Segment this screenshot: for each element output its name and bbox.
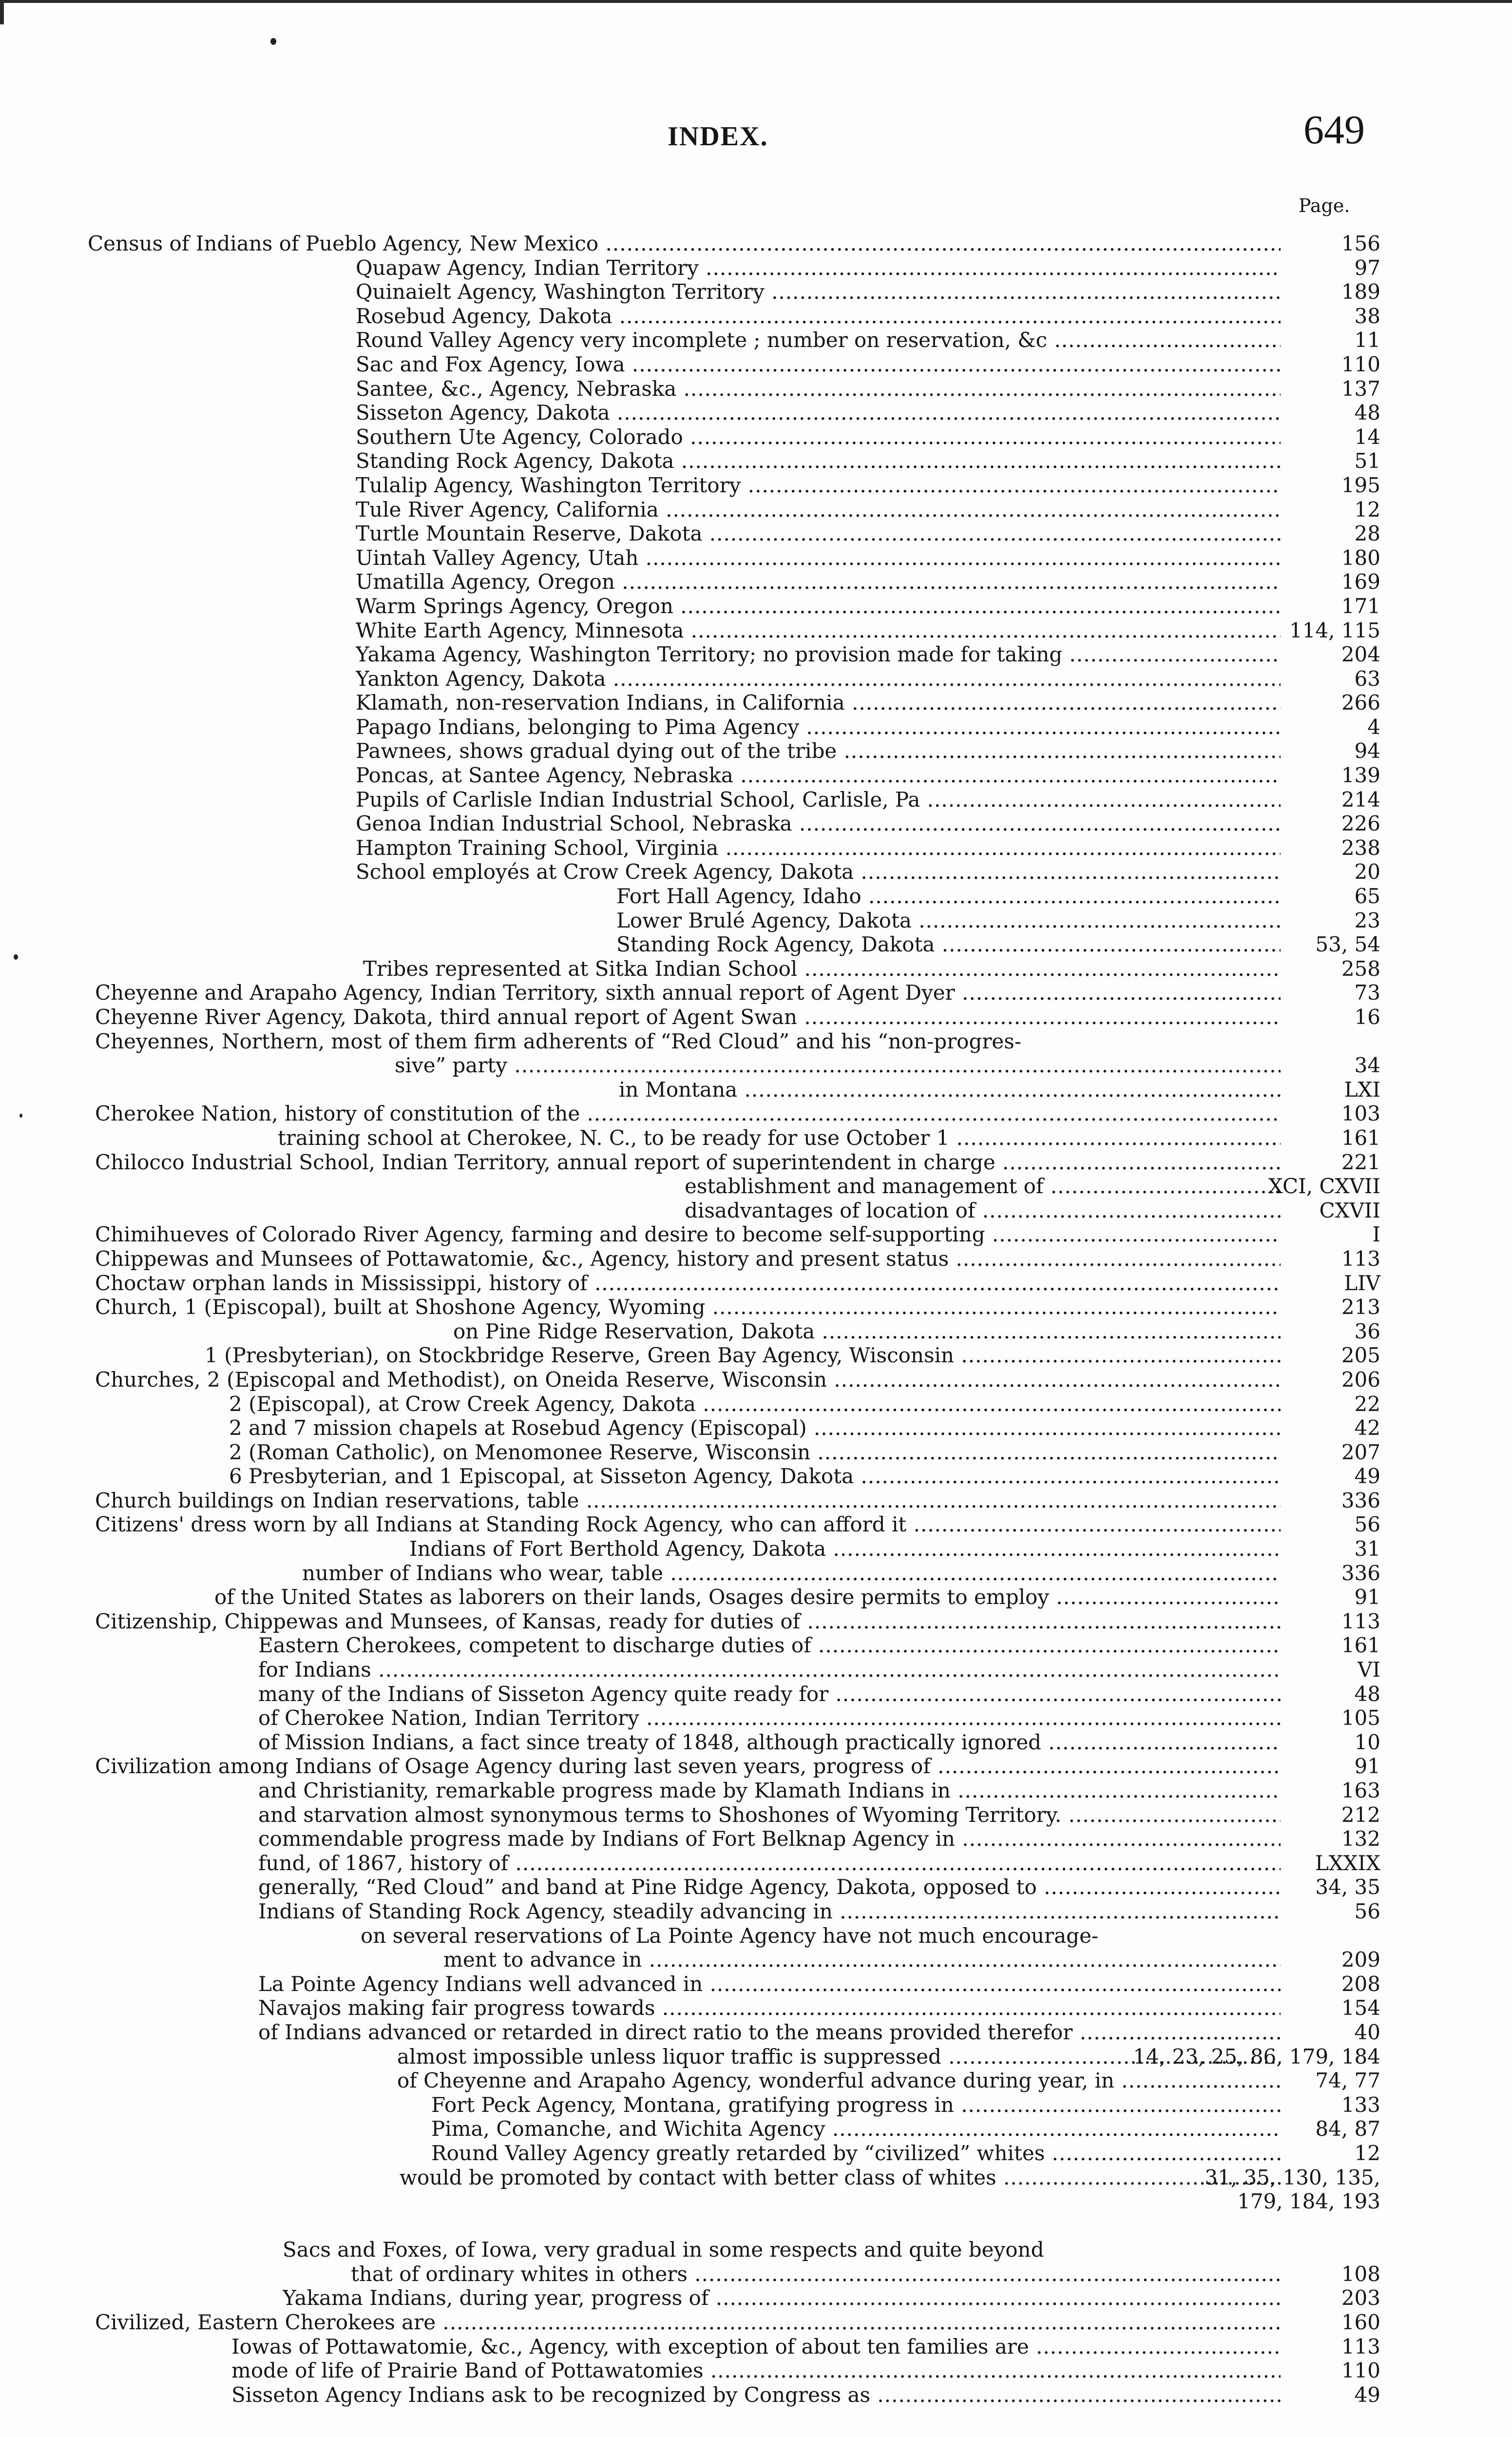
index-entry bbox=[0, 1489, 1512, 1513]
index-entry bbox=[0, 2359, 1512, 2383]
entry-text: Rosebud Agency, Dakota ..... bbox=[356, 304, 1281, 329]
entry-text: Iowas of Pottawatomie, &c., Agency, with exception of about ten families are ..... bbox=[231, 2335, 1281, 2359]
entry-text: Fort Hall Agency, Idaho ..... bbox=[616, 884, 1281, 909]
entry-text: Quinaielt Agency, Washington Territory ..... bbox=[356, 280, 1281, 304]
index-entry bbox=[0, 1247, 1512, 1271]
entry-page-ref: CXVII bbox=[1319, 1198, 1380, 1222]
index-entry bbox=[0, 1609, 1512, 1634]
index-entry bbox=[0, 449, 1512, 473]
entry-text: that of ordinary whites in others ..... bbox=[351, 2262, 1281, 2286]
entry-page-ref: LIV bbox=[1344, 1271, 1380, 1295]
index-entry bbox=[0, 2141, 1512, 2166]
index-entry bbox=[0, 1102, 1512, 1126]
entry-text: 2 (Episcopal), at Crow Creek Agency, Dakota ..... bbox=[229, 1392, 1281, 1416]
entry-text: Klamath, non-reservation Indians, in California ..... bbox=[356, 691, 1281, 715]
entry-page-ref: 207 bbox=[1341, 1440, 1380, 1464]
entry-page-ref: 139 bbox=[1341, 763, 1380, 788]
index-entry bbox=[0, 1706, 1512, 1730]
entry-text: on several reservations of La Pointe Agency have not much encourage- bbox=[361, 1923, 1099, 1948]
entry-text: Pima, Comanche, and Wichita Agency ..... bbox=[431, 2117, 1281, 2141]
entry-page-ref: 113 bbox=[1341, 1609, 1380, 1633]
entry-text: for Indians ..... bbox=[258, 1658, 1281, 1682]
entry-page-ref: 110 bbox=[1341, 352, 1380, 376]
entry-page-ref: 4 bbox=[1367, 715, 1380, 739]
entry-page-ref: 108 bbox=[1341, 2262, 1380, 2286]
page-title: INDEX. bbox=[668, 121, 768, 152]
index-entry bbox=[0, 1392, 1512, 1416]
entry-page-ref: 48 bbox=[1354, 1682, 1380, 1706]
entry-text: La Pointe Agency Indians well advanced in ..... bbox=[258, 1972, 1281, 1996]
index-entry bbox=[0, 860, 1512, 884]
index-entries bbox=[0, 232, 1512, 2407]
entry-text: Yakama Agency, Washington Territory; no provision made for taking ..... bbox=[356, 642, 1281, 667]
entry-page-ref: 73 bbox=[1354, 981, 1380, 1005]
index-entry bbox=[0, 909, 1512, 933]
index-entry bbox=[0, 981, 1512, 1005]
entry-page-ref: 53, 54 bbox=[1315, 932, 1380, 957]
entry-text: Quapaw Agency, Indian Territory ..... bbox=[356, 256, 1281, 280]
entry-text: Lower Brulé Agency, Dakota ..... bbox=[616, 909, 1281, 933]
index-entry bbox=[0, 1295, 1512, 1319]
entry-text: Citizens' dress worn by all Indians at Standing Rock Agency, who can afford it ..... bbox=[95, 1512, 1281, 1537]
entry-page-ref: 161 bbox=[1341, 1125, 1380, 1150]
entry-page-ref: 49 bbox=[1354, 2382, 1380, 2407]
entry-text: ment to advance in ..... bbox=[443, 1948, 1281, 1972]
entry-text: Navajos making fair progress towards ..... bbox=[258, 1996, 1281, 2020]
entry-text: of Indians advanced or retarded in direct ratio to the means provided therefor ..... bbox=[258, 2020, 1281, 2045]
entry-page-ref: 65 bbox=[1354, 884, 1380, 909]
entry-text: Sacs and Foxes, of Iowa, very gradual in some respects and quite beyond bbox=[283, 2238, 1044, 2262]
entry-text: commendable progress made by Indians of Fort Belknap Agency in ..... bbox=[258, 1827, 1281, 1851]
entry-text: 2 (Roman Catholic), on Menomonee Reserve, Wisconsin ..... bbox=[229, 1440, 1281, 1465]
entry-page-ref: 156 bbox=[1341, 232, 1380, 255]
entry-page-ref: 51 bbox=[1354, 449, 1380, 473]
index-entry bbox=[0, 715, 1512, 739]
entry-page-ref: 113 bbox=[1341, 2334, 1380, 2359]
index-entry bbox=[0, 2117, 1512, 2141]
entry-text: Cheyenne and Arapaho Agency, Indian Territory, sixth annual report of Agent Dyer ..... bbox=[95, 981, 1281, 1005]
entry-text: generally, “Red Cloud” and band at Pine Ridge Agency, Dakota, opposed to ..... bbox=[258, 1875, 1281, 1899]
entry-page-ref: 206 bbox=[1341, 1367, 1380, 1392]
entry-text: Round Valley Agency greatly retarded by “civilized” whites ..... bbox=[431, 2141, 1281, 2166]
page-column-label: Page. bbox=[1299, 195, 1350, 216]
entry-text: Round Valley Agency very incomplete ; number on reservation, &c ..... bbox=[356, 328, 1281, 352]
entry-page-ref: 133 bbox=[1341, 2092, 1380, 2117]
entry-page-ref: 110 bbox=[1341, 2359, 1380, 2383]
index-entry bbox=[0, 2093, 1512, 2117]
entry-text: White Earth Agency, Minnesota ..... bbox=[356, 619, 1281, 643]
entry-text: Tule River Agency, California ..... bbox=[356, 498, 1281, 522]
index-entry bbox=[0, 619, 1512, 643]
entry-page-ref: 258 bbox=[1341, 956, 1380, 981]
entry-page-ref: 132 bbox=[1341, 1827, 1380, 1851]
index-entry bbox=[0, 328, 1512, 352]
entry-page-ref: 137 bbox=[1341, 376, 1380, 401]
entry-page-ref: 213 bbox=[1341, 1295, 1380, 1319]
index-entry bbox=[0, 1416, 1512, 1440]
entry-text: and starvation almost synonymous terms to Shoshones of Wyoming Territory. ..... bbox=[258, 1803, 1281, 1827]
index-entry bbox=[0, 232, 1512, 256]
entry-page-ref: 203 bbox=[1341, 2286, 1380, 2310]
index-entry bbox=[0, 1924, 1512, 1948]
entry-page-ref: 38 bbox=[1354, 304, 1380, 328]
index-entry bbox=[0, 304, 1512, 329]
entry-page-ref: XCI, CXVII bbox=[1268, 1174, 1380, 1199]
index-entry bbox=[0, 1633, 1512, 1658]
entry-text: 6 Presbyterian, and 1 Episcopal, at Sisseton Agency, Dakota ..... bbox=[229, 1464, 1281, 1489]
index-entry bbox=[0, 1078, 1512, 1102]
entry-page-ref: 48 bbox=[1354, 401, 1380, 425]
entry-page-ref: 12 bbox=[1354, 497, 1380, 522]
index-entry bbox=[0, 1779, 1512, 1803]
index-entry bbox=[0, 2262, 1512, 2286]
entry-text: Citizenship, Chippewas and Munsees, of Kansas, ready for duties of ..... bbox=[95, 1609, 1281, 1634]
entry-text: training school at Cherokee, N. C., to be ready for use October 1 ..... bbox=[278, 1126, 1281, 1150]
entry-page-ref: LXXIX bbox=[1315, 1851, 1380, 1875]
entry-text: Cheyennes, Northern, most of them firm adherents of “Red Cloud” and his “non-progres- bbox=[95, 1029, 1022, 1053]
entry-page-ref: 214 bbox=[1341, 787, 1380, 812]
index-entry bbox=[0, 1851, 1512, 1876]
index-entry bbox=[0, 1754, 1512, 1779]
entry-page-ref: 114, 115 bbox=[1289, 618, 1380, 642]
scan-edge-top bbox=[0, 0, 1512, 3]
index-entry bbox=[0, 1730, 1512, 1755]
entry-page-ref: 84, 87 bbox=[1315, 2117, 1380, 2141]
index-entry bbox=[0, 2214, 1512, 2238]
index-entry bbox=[0, 932, 1512, 957]
index-entry bbox=[0, 1005, 1512, 1029]
entry-page-ref: 28 bbox=[1354, 522, 1380, 546]
entry-text: Southern Ute Agency, Colorado ..... bbox=[356, 425, 1281, 449]
entry-page-ref: 336 bbox=[1341, 1488, 1380, 1512]
entry-page-ref: 208 bbox=[1341, 1972, 1380, 1996]
index-entry bbox=[0, 1899, 1512, 1924]
entry-page-ref: 160 bbox=[1341, 2310, 1380, 2335]
entry-page-ref: 97 bbox=[1354, 255, 1380, 280]
entry-page-ref: 12 bbox=[1354, 2141, 1380, 2165]
index-entry bbox=[0, 1537, 1512, 1561]
index-entry bbox=[0, 1199, 1512, 1223]
index-entry bbox=[0, 1222, 1512, 1247]
entry-text: Churches, 2 (Episcopal and Methodist), on Oneida Reserve, Wisconsin ..... bbox=[95, 1368, 1281, 1392]
entry-text: Cheyenne River Agency, Dakota, third annual report of Agent Swan ..... bbox=[95, 1005, 1281, 1029]
entry-page-ref: 91 bbox=[1354, 1585, 1380, 1609]
entry-text: Poncas, at Santee Agency, Nebraska ..... bbox=[356, 763, 1281, 788]
index-entry bbox=[0, 498, 1512, 522]
entry-page-ref: 113 bbox=[1341, 1246, 1380, 1271]
index-entry bbox=[0, 957, 1512, 981]
entry-text: Standing Rock Agency, Dakota ..... bbox=[616, 932, 1281, 957]
index-entry bbox=[0, 667, 1512, 691]
entry-text: of Cherokee Nation, Indian Territory ..... bbox=[258, 1706, 1281, 1730]
scan-edge-left bbox=[0, 0, 4, 24]
index-entry bbox=[0, 1343, 1512, 1368]
index-entry bbox=[0, 739, 1512, 763]
entry-page-ref: 56 bbox=[1354, 1512, 1380, 1537]
index-entry bbox=[0, 570, 1512, 594]
entry-text: Census of Indians of Pueblo Agency, New Mexico ..... bbox=[88, 232, 1281, 256]
index-entry bbox=[0, 1585, 1512, 1609]
entry-page-ref: I bbox=[1372, 1222, 1380, 1247]
entry-text: Fort Peck Agency, Montana, gratifying progress in ..... bbox=[431, 2093, 1281, 2117]
index-entry bbox=[0, 1053, 1512, 1078]
page-number: 649 bbox=[1303, 107, 1365, 153]
entry-page-ref: 154 bbox=[1341, 1996, 1380, 2020]
entry-text: Indians of Fort Berthold Agency, Dakota ..... bbox=[409, 1537, 1281, 1561]
entry-page-ref: 179, 184, 193 bbox=[1237, 2189, 1380, 2214]
entry-page-ref: 31, 35, 130, 135, bbox=[1205, 2165, 1380, 2189]
entry-text: Church, 1 (Episcopal), built at Shoshone Agency, Wyoming ..... bbox=[95, 1295, 1281, 1319]
index-entry bbox=[0, 1827, 1512, 1851]
index-entry bbox=[0, 1972, 1512, 1996]
entry-text: Genoa Indian Industrial School, Nebraska ..... bbox=[356, 812, 1281, 836]
index-entry bbox=[0, 1682, 1512, 1706]
entry-page-ref: 91 bbox=[1354, 1754, 1380, 1779]
entry-page-ref: 14, 23, 25, 86, 179, 184 bbox=[1133, 2044, 1380, 2069]
entry-page-ref: 209 bbox=[1341, 1948, 1380, 1972]
index-entry bbox=[0, 2045, 1512, 2069]
entry-text: of Mission Indians, a fact since treaty of 1848, although practically ignored ..... bbox=[258, 1730, 1281, 1755]
entry-page-ref: 94 bbox=[1354, 739, 1380, 763]
entry-text: Warm Springs Agency, Oregon ..... bbox=[356, 594, 1281, 619]
entry-page-ref: 161 bbox=[1341, 1633, 1380, 1658]
entry-page-ref: 56 bbox=[1354, 1899, 1380, 1923]
index-entry bbox=[0, 425, 1512, 449]
index-entry bbox=[0, 1561, 1512, 1586]
index-entry bbox=[0, 1464, 1512, 1489]
entry-page-ref: 171 bbox=[1341, 594, 1380, 618]
entry-text: sive” party ..... bbox=[395, 1053, 1281, 1078]
index-entry bbox=[0, 812, 1512, 836]
index-entry bbox=[0, 2020, 1512, 2045]
entry-text: Papago Indians, belonging to Pima Agency ..... bbox=[356, 715, 1281, 739]
ink-spot-mark bbox=[270, 38, 276, 45]
entry-text: Turtle Mountain Reserve, Dakota ..... bbox=[356, 522, 1281, 546]
index-entry bbox=[0, 2238, 1512, 2262]
index-entry bbox=[0, 2166, 1512, 2190]
entry-page-ref: 36 bbox=[1354, 1319, 1380, 1343]
entry-text: mode of life of Prairie Band of Pottawatomies ..... bbox=[231, 2359, 1281, 2383]
entry-text: number of Indians who wear, table ..... bbox=[302, 1561, 1281, 1586]
entry-page-ref: 14 bbox=[1354, 425, 1380, 449]
index-entry bbox=[0, 1658, 1512, 1682]
index-entry bbox=[0, 788, 1512, 812]
entry-text: Sisseton Agency Indians ask to be recognized by Congress as ..... bbox=[231, 2383, 1281, 2407]
entry-page-ref: 11 bbox=[1354, 328, 1380, 352]
index-entry bbox=[0, 1368, 1512, 1392]
index-entry bbox=[0, 2383, 1512, 2407]
index-entry bbox=[0, 884, 1512, 909]
index-entry bbox=[0, 352, 1512, 377]
index-entry bbox=[0, 546, 1512, 570]
index-entry bbox=[0, 2310, 1512, 2335]
index-entry bbox=[0, 1948, 1512, 1972]
entry-text: would be promoted by contact with better class of whites ..... bbox=[400, 2166, 1281, 2190]
index-entry bbox=[0, 1319, 1512, 1344]
entry-text: Tribes represented at Sitka Indian School ..... bbox=[363, 957, 1281, 981]
entry-text: in Montana ..... bbox=[619, 1078, 1281, 1102]
entry-text: Umatilla Agency, Oregon ..... bbox=[356, 570, 1281, 594]
index-entry bbox=[0, 1029, 1512, 1054]
entry-page-ref: 74, 77 bbox=[1315, 2069, 1380, 2093]
entry-page-ref: 16 bbox=[1354, 1005, 1380, 1029]
entry-page-ref: 336 bbox=[1341, 1561, 1380, 1585]
entry-text: Church buildings on Indian reservations, table ..... bbox=[95, 1489, 1281, 1513]
index-entry bbox=[0, 2069, 1512, 2093]
index-entry bbox=[0, 763, 1512, 788]
index-entry bbox=[0, 691, 1512, 715]
entry-page-ref: VI bbox=[1358, 1658, 1380, 1682]
entry-text: establishment and management of ..... bbox=[685, 1174, 1281, 1199]
index-entry bbox=[0, 1803, 1512, 1827]
index-entry bbox=[0, 2286, 1512, 2310]
entry-text: Chilocco Industrial School, Indian Territory, annual report of superintendent in charge ..... bbox=[95, 1150, 1281, 1175]
entry-page-ref: LXI bbox=[1344, 1077, 1380, 1102]
index-entry bbox=[0, 522, 1512, 546]
entry-page-ref: 212 bbox=[1341, 1802, 1380, 1827]
entry-page-ref: 34 bbox=[1354, 1053, 1380, 1078]
entry-text: almost impossible unless liquor traffic is suppressed ..... bbox=[397, 2045, 1281, 2069]
index-entry bbox=[0, 1271, 1512, 1296]
entry-page-ref: 169 bbox=[1341, 570, 1380, 594]
index-entry bbox=[0, 1150, 1512, 1175]
index-entry bbox=[0, 1440, 1512, 1465]
entry-page-ref: 49 bbox=[1354, 1464, 1380, 1489]
entry-text: and Christianity, remarkable progress made by Klamath Indians in ..... bbox=[258, 1779, 1281, 1803]
entry-text: Uintah Valley Agency, Utah ..... bbox=[356, 546, 1281, 570]
entry-text: of Cheyenne and Arapaho Agency, wonderful advance during year, in ..... bbox=[397, 2069, 1281, 2093]
entry-page-ref: 63 bbox=[1354, 666, 1380, 691]
entry-text: Pupils of Carlisle Indian Industrial School, Carlisle, Pa ..... bbox=[356, 788, 1281, 812]
entry-text: on Pine Ridge Reservation, Dakota ..... bbox=[453, 1319, 1281, 1344]
entry-page-ref: 163 bbox=[1341, 1779, 1380, 1802]
entry-text: Santee, &c., Agency, Nebraska ..... bbox=[356, 377, 1281, 401]
entry-text: Cherokee Nation, history of constitution of the ..... bbox=[95, 1102, 1281, 1126]
entry-page-ref: 20 bbox=[1354, 860, 1380, 884]
index-entry bbox=[0, 256, 1512, 280]
entry-page-ref: 10 bbox=[1354, 1730, 1380, 1754]
entry-page-ref: 226 bbox=[1341, 812, 1380, 836]
index-entry bbox=[0, 377, 1512, 401]
index-entry bbox=[0, 1875, 1512, 1899]
entry-text: Tulalip Agency, Washington Territory ..... bbox=[356, 473, 1281, 498]
index-entry bbox=[0, 401, 1512, 425]
index-entry bbox=[0, 1512, 1512, 1537]
index-entry bbox=[0, 594, 1512, 619]
entry-page-ref: 238 bbox=[1341, 835, 1380, 860]
entry-text: Indians of Standing Rock Agency, steadily advancing in ..... bbox=[258, 1899, 1281, 1924]
entry-text: Chippewas and Munsees of Pottawatomie, &c., Agency, history and present status ..... bbox=[95, 1247, 1281, 1271]
entry-page-ref: 34, 35 bbox=[1315, 1875, 1380, 1899]
index-entry bbox=[0, 1996, 1512, 2020]
entry-text: Civilized, Eastern Cherokees are ..... bbox=[95, 2310, 1281, 2335]
entry-page-ref: 205 bbox=[1341, 1343, 1380, 1368]
index-entry bbox=[0, 642, 1512, 667]
entry-page-ref: 195 bbox=[1341, 473, 1380, 497]
index-entry bbox=[0, 280, 1512, 304]
entry-text: Sisseton Agency, Dakota ..... bbox=[356, 401, 1281, 425]
entry-text: Choctaw orphan lands in Mississippi, history of ..... bbox=[95, 1271, 1281, 1296]
entry-text: 1 (Presbyterian), on Stockbridge Reserve, Green Bay Agency, Wisconsin ..... bbox=[205, 1343, 1281, 1368]
entry-text: Civilization among Indians of Osage Agency during last seven years, progress of ..... bbox=[95, 1754, 1281, 1779]
entry-text: Eastern Cherokees, competent to discharge duties of ..... bbox=[258, 1633, 1281, 1658]
entry-text: many of the Indians of Sisseton Agency quite ready for ..... bbox=[258, 1682, 1281, 1706]
entry-page-ref: 22 bbox=[1354, 1392, 1380, 1416]
entry-page-ref: 23 bbox=[1354, 908, 1380, 932]
entry-page-ref: 204 bbox=[1341, 642, 1380, 667]
entry-page-ref: 40 bbox=[1354, 2020, 1380, 2044]
index-entry bbox=[0, 473, 1512, 498]
entry-page-ref: 221 bbox=[1341, 1150, 1380, 1174]
entry-page-ref: 42 bbox=[1354, 1416, 1380, 1440]
entry-page-ref: 180 bbox=[1341, 545, 1380, 570]
index-entry bbox=[0, 2189, 1512, 2214]
entry-page-ref: 105 bbox=[1341, 1706, 1380, 1730]
index-entry bbox=[0, 1126, 1512, 1150]
entry-text: Pawnees, shows gradual dying out of the tribe ..... bbox=[356, 739, 1281, 763]
entry-text: Sac and Fox Agency, Iowa ..... bbox=[356, 352, 1281, 377]
entry-page-ref: 189 bbox=[1341, 280, 1380, 304]
index-entry bbox=[0, 836, 1512, 860]
index-entry bbox=[0, 2335, 1512, 2359]
entry-page-ref: 103 bbox=[1341, 1102, 1380, 1126]
entry-text: Hampton Training School, Virginia ..... bbox=[356, 836, 1281, 860]
entry-text: Chimihueves of Colorado River Agency, farming and desire to become self-supporting ..... bbox=[95, 1222, 1281, 1247]
entry-text: fund, of 1867, history of ..... bbox=[258, 1851, 1281, 1876]
entry-text: 2 and 7 mission chapels at Rosebud Agency (Episcopal) ..... bbox=[229, 1416, 1281, 1440]
entry-text: School employés at Crow Creek Agency, Dakota ..... bbox=[356, 860, 1281, 884]
entry-text: Standing Rock Agency, Dakota ..... bbox=[356, 449, 1281, 473]
entry-text: disadvantages of location of ..... bbox=[685, 1199, 1281, 1223]
entry-page-ref: 31 bbox=[1354, 1537, 1380, 1561]
entry-page-ref: 266 bbox=[1341, 691, 1380, 715]
entry-text: Yakama Indians, during year, progress of ..... bbox=[283, 2286, 1281, 2310]
entry-text: Yankton Agency, Dakota ..... bbox=[356, 667, 1281, 691]
entry-text: of the United States as laborers on their lands, Osages desire permits to employ ..... bbox=[214, 1585, 1281, 1609]
index-entry bbox=[0, 1174, 1512, 1199]
